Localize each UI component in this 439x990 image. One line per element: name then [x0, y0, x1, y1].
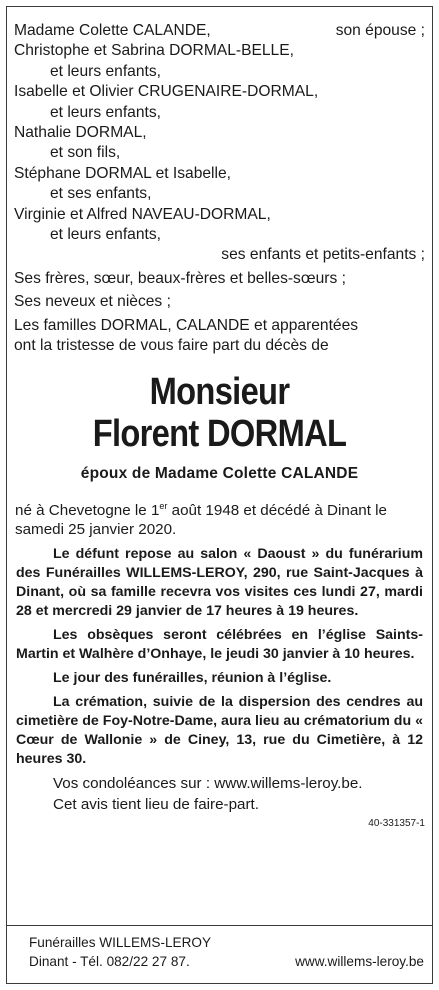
obituary-notice: [6, 6, 433, 984]
condolences-line: Vos condoléances sur : www.willems-leroy.be.: [53, 774, 363, 792]
funeral-paragraph: Les obsèques seront célébrées en l’église Saints-Martin et Walhère d’Onhaye, le jeudi 30 janvier à 10 heures.: [16, 626, 423, 662]
family-line: Virginie et Alfred NAVEAU-DORMAL,: [14, 205, 271, 223]
cremation-paragraph: La crémation, suivie de la dispersion des cendres au cimetière de Foy-Notre-Dame, aura lieu au crématorium du « Cœur de Wallonie » de Ciney, 13, rue du Cimetière, à 12 heures 30.: [16, 693, 423, 767]
footer-company: Funérailles WILLEMS-LEROY: [29, 935, 212, 950]
deceased-spouse-line: époux de Madame Colette CALANDE: [80, 464, 359, 482]
family-list: [7, 7, 432, 357]
birth-superscript: er: [159, 500, 168, 511]
family-line: Christophe et Sabrina DORMAL-BELLE,: [14, 42, 294, 60]
family-line-siblings: Ses frères, sœur, beaux-frères et belles-sœurs ;: [14, 269, 346, 287]
family-line: Isabelle et Olivier CRUGENAIRE-DORMAL,: [14, 83, 319, 101]
reference-number: 40-331357-1: [368, 817, 425, 829]
notice-line: Cet avis tient lieu de faire-part.: [53, 795, 259, 813]
meeting-paragraph: Le jour des funérailles, réunion à l’église.: [53, 669, 332, 686]
spouse-name: Madame Colette CALANDE,: [14, 22, 211, 39]
family-line: Stéphane DORMAL et Isabelle,: [14, 164, 231, 182]
family-line: et leurs enfants,: [50, 103, 161, 121]
footer: [7, 925, 432, 983]
announcement-line: ont la tristesse de vous faire part du décès de: [14, 337, 329, 355]
family-line-families: Les familles DORMAL, CALANDE et apparentées: [14, 316, 359, 334]
footer-website[interactable]: www.willems-leroy.be: [295, 953, 424, 969]
family-line-nephews: Ses neveux et nièces ;: [14, 293, 171, 311]
visitation-paragraph: Le défunt repose au salon « Daoust » du funérarium des Funérailles WILLEMS-LEROY, 290, rue Saint-Jacques à Dinant, où sa famille recevra vos visites ces lundi 27, mardi 28 et mercredi 29 janvier de 17 heures à 19 heures.: [16, 545, 423, 619]
family-line: et son fils,: [50, 144, 121, 162]
family-line: et ses enfants,: [50, 185, 152, 203]
family-line-grandchildren: ses enfants et petits-enfants ;: [221, 246, 425, 264]
deceased-block: [7, 371, 432, 483]
birth-text-part1: né à Chevetogne le 1: [15, 501, 160, 519]
spouse-role: son épouse ;: [335, 22, 425, 39]
birth-text-part2: août 1948 et décédé à Dinant le samedi 25 janvier 2020.: [15, 501, 387, 539]
family-line: Nathalie DORMAL,: [14, 124, 147, 142]
deceased-name: Florent DORMAL: [92, 412, 347, 455]
birth-death-info: [7, 501, 432, 540]
family-line: et leurs enfants,: [50, 62, 161, 80]
footer-address: Dinant - Tél. 082/22 27 87.: [29, 953, 190, 969]
family-line: et leurs enfants,: [50, 226, 161, 244]
family-line-spouse: [14, 21, 425, 41]
deceased-title: Monsieur: [149, 370, 290, 413]
